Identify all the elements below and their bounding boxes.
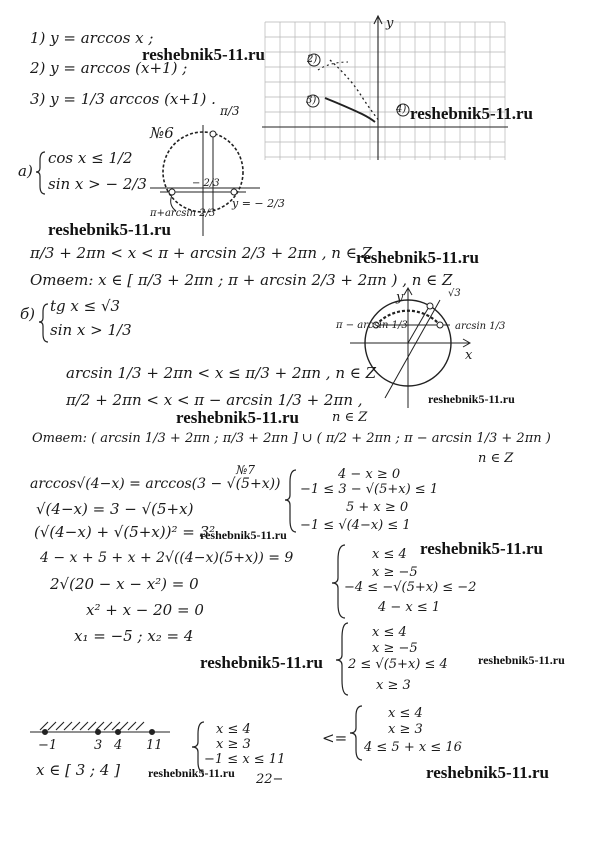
watermark: reshebnik5-11.ru <box>200 528 287 542</box>
numline-tick-4: 11 <box>146 738 163 753</box>
p7-sys5-line2: x ≥ 3 <box>216 737 251 752</box>
part-b-label: б) <box>20 305 36 323</box>
circle-a-label-mid: − 2/3 <box>192 178 220 189</box>
answer-b: Ответ: ( arcsin 1/3 + 2πn ; π/3 + 2πn ] ∪ ( π/2 + 2πn ; π − arcsin 1/3 + 2πn ) <box>32 431 551 446</box>
p7-eq2: √(4−x) = 3 − √(5+x) <box>36 500 194 518</box>
p7-sys2-line1: x ≤ 4 <box>372 547 407 562</box>
p7-arrow: <= <box>322 729 348 747</box>
graph-y-label: y <box>386 16 394 31</box>
circle-a-label-top: π/3 <box>220 104 240 118</box>
curve-label-4: 4) <box>396 104 407 115</box>
p7-eq7: x₁ = −5 ; x₂ = 4 <box>74 627 194 645</box>
function-1: 1) y = arccos x ; <box>30 29 154 47</box>
p7-sys4-line1: x ≤ 4 <box>388 706 423 721</box>
system-a-line1: cos x ≤ 1/2 <box>48 149 133 167</box>
p7-sys1-line2: −1 ≤ 3 − √(5+x) ≤ 1 <box>300 482 439 497</box>
circle-b-label-y: y <box>396 290 404 305</box>
p7-sys1-line1: 4 − x ≥ 0 <box>338 467 401 482</box>
p7-eq1: arccos√(4−x) = arccos(3 − √(5+x)) <box>30 476 281 492</box>
p7-sys5-line3: −1 ≤ x ≤ 11 <box>204 752 286 767</box>
watermark: reshebnik5-11.ru <box>176 408 299 427</box>
watermark: reshebnik5-11.ru <box>478 653 565 667</box>
p7-sys2-line3: −4 ≤ −√(5+x) ≤ −2 <box>344 580 477 595</box>
coordinate-grid <box>265 22 505 160</box>
p7-eq6: x² + x − 20 = 0 <box>86 601 204 619</box>
p7-answer: x ∈ [ 3 ; 4 ] <box>36 761 121 779</box>
circle-b-label-sqrt: √3 <box>448 288 461 299</box>
p7-sys2-line2: x ≥ −5 <box>372 565 418 580</box>
page-mark: 22− <box>256 772 284 787</box>
circle-a-label-left: π+arcsin 2/3 <box>150 208 216 219</box>
system-b-line1: tg x ≤ √3 <box>50 297 121 315</box>
watermark: reshebnik5-11.ru <box>428 392 515 406</box>
inequality-b2-tail: n ∈ Z <box>332 410 368 425</box>
p7-sys2-line4: 4 − x ≤ 1 <box>378 600 441 615</box>
p7-sys3-line3: 2 ≤ √(5+x) ≤ 4 <box>348 657 448 672</box>
number-line <box>30 722 170 735</box>
part-a-label: a) <box>18 162 33 180</box>
function-3: 3) y = 1/3 arccos (x+1) . <box>30 90 216 108</box>
watermark: reshebnik5-11.ru <box>48 220 171 239</box>
watermark: reshebnik5-11.ru <box>420 539 543 558</box>
p7-eq5: 2√(20 − x − x²) = 0 <box>50 575 199 593</box>
p7-sys3-line2: x ≥ −5 <box>372 641 418 656</box>
numline-tick-1: −1 <box>38 738 58 753</box>
answer-b-tail: n ∈ Z <box>478 451 514 466</box>
problem-6-number: №6 <box>150 124 174 142</box>
p7-eq3: (√(4−x) + √(5+x))² = 3² <box>34 523 216 541</box>
p7-sys3-line1: x ≤ 4 <box>372 625 407 640</box>
p7-sys1-line4: −1 ≤ √(4−x) ≤ 1 <box>300 518 411 533</box>
watermark: reshebnik5-11.ru <box>142 45 265 64</box>
watermark: reshebnik5-11.ru <box>200 653 323 672</box>
p7-sys4-line2: x ≥ 3 <box>388 722 423 737</box>
p7-sys4-line3: 4 ≤ 5 + x ≤ 16 <box>364 740 462 755</box>
watermark: reshebnik5-11.ru <box>410 104 533 123</box>
inequality-b2: π/2 + 2πn < x < π − arcsin 1/3 + 2πn , <box>66 391 363 409</box>
watermark: reshebnik5-11.ru <box>426 763 549 782</box>
watermark: reshebnik5-11.ru <box>148 766 235 780</box>
inequality-b1: arcsin 1/3 + 2πn < x ≤ π/3 + 2πn , n ∈ Z <box>66 364 377 382</box>
inequality-a: π/3 + 2πn < x < π + arcsin 2/3 + 2πn , n ∈ Z <box>30 244 373 262</box>
system-b-line2: sin x > 1/3 <box>50 321 132 339</box>
p7-sys1-line3: 5 + x ≥ 0 <box>346 500 409 515</box>
problem-7-number: №7 <box>236 463 255 477</box>
function-2: 2) y = arccos (x+1) ; <box>30 59 188 77</box>
numline-tick-2: 3 <box>94 738 103 753</box>
p7-sys5-line1: x ≤ 4 <box>216 722 251 737</box>
circle-b-label-left: π − arcsin 1/3 <box>336 320 408 331</box>
watermark: reshebnik5-11.ru <box>356 248 479 267</box>
curve-label-2: 2) <box>307 54 318 65</box>
circle-b-label-x: x <box>465 348 473 363</box>
system-a-line2: sin x > − 2/3 <box>48 175 147 193</box>
circle-b-label-right: arcsin 1/3 <box>455 321 506 332</box>
curve-label-3: 3) <box>306 95 317 106</box>
numline-tick-3: 4 <box>114 738 123 753</box>
p7-sys3-line4: x ≥ 3 <box>376 678 411 693</box>
circle-a-label-y: y = − 2/3 <box>232 197 285 210</box>
p7-eq4: 4 − x + 5 + x + 2√((4−x)(5+x)) = 9 <box>40 550 294 566</box>
answer-a: Ответ: x ∈ [ π/3 + 2πn ; π + arcsin 2/3 + 2πn ) , n ∈ Z <box>30 271 453 289</box>
